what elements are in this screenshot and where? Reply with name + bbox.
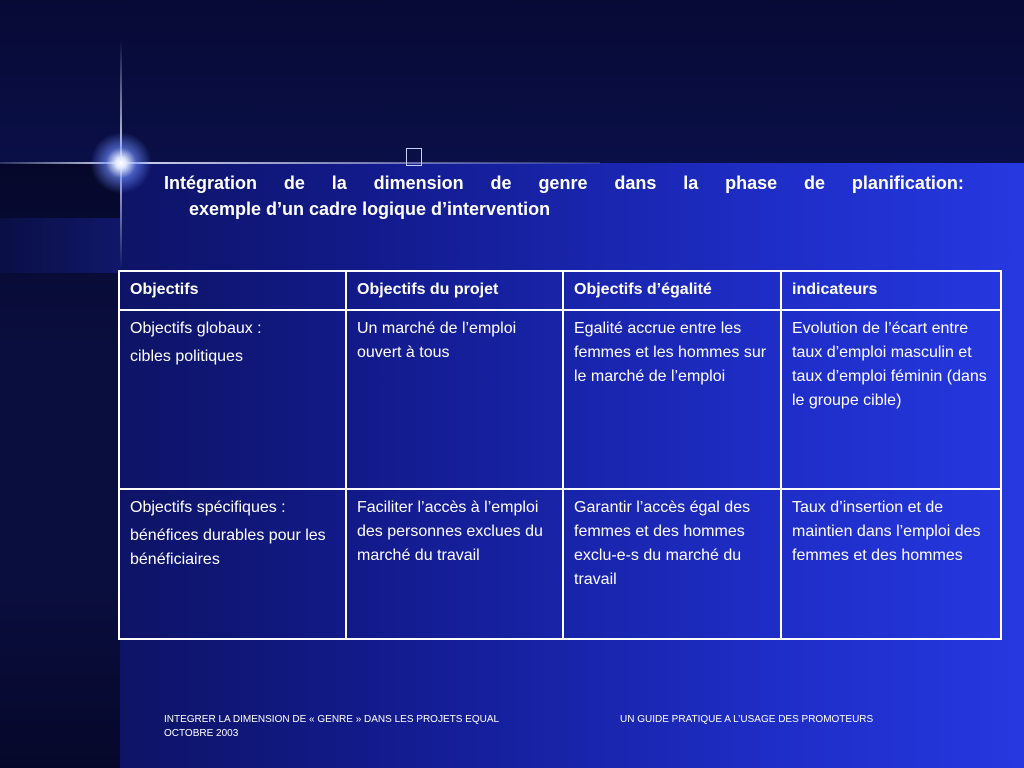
title-word: de	[490, 173, 512, 193]
title-word: de	[283, 173, 305, 193]
footer-left-line1: INTEGRER LA DIMENSION DE « GENRE » DANS LES PROJETS EQUAL	[164, 714, 500, 725]
header-objectifs-egalite: Objectifs d’égalité	[563, 271, 781, 310]
title-word: dans	[614, 173, 657, 193]
table-cell: Evolution de l’écart entre taux d’emploi masculin et taux d’emploi féminin (dans le groupe cible)	[781, 310, 1001, 489]
footer-left-line2: OCTOBRE 2003	[164, 728, 239, 739]
title-word: dimension	[373, 173, 464, 193]
title-word: planification:	[851, 173, 964, 193]
star-glow-icon	[90, 132, 152, 194]
slide-title-line1	[164, 170, 964, 196]
table-cell	[119, 310, 346, 489]
table-cell: Un marché de l’emploi ouvert à tous	[346, 310, 563, 489]
header-objectifs: Objectifs	[119, 271, 346, 310]
cell-text: Objectifs globaux :	[130, 319, 262, 337]
table-cell: Faciliter l’accès à l’emploi des personnes exclues du marché du travail	[346, 489, 563, 639]
cell-text: cibles politiques	[130, 347, 243, 365]
title-word: la	[331, 173, 347, 193]
background-top	[0, 0, 1024, 163]
table-cell: Egalité accrue entre les femmes et les hommes sur le marché de l’emploi	[563, 310, 781, 489]
missing-glyph-icon	[406, 148, 422, 166]
footer-left	[164, 713, 499, 741]
table-row	[119, 489, 1001, 639]
cell-text: bénéfices durables pour les bénéficiaires	[130, 526, 326, 568]
title-word: genre	[538, 173, 588, 193]
footer-right	[620, 713, 873, 727]
slide-title	[164, 170, 964, 222]
cell-text: Objectifs spécifiques :	[130, 498, 286, 516]
slide-title-line2: exemple d’un cadre logique d’intervention	[189, 199, 551, 219]
table-cell: Garantir l’accès égal des femmes et des hommes exclu-e-s du marché du travail	[563, 489, 781, 639]
title-word: la	[683, 173, 699, 193]
table-cell: Taux d’insertion et de maintien dans l’emploi des femmes et des hommes	[781, 489, 1001, 639]
header-indicateurs: indicateurs	[781, 271, 1001, 310]
header-objectifs-projet: Objectifs du projet	[346, 271, 563, 310]
footer-right-line1: UN GUIDE PRATIQUE A L’USAGE DES PROMOTEURS	[620, 714, 874, 725]
title-word: Intégration	[164, 173, 257, 193]
table-header-row	[119, 271, 1001, 310]
table-cell	[119, 489, 346, 639]
table-row	[119, 310, 1001, 489]
title-word: phase	[725, 173, 778, 193]
title-word: de	[804, 173, 826, 193]
logical-framework-table	[118, 270, 1002, 640]
background-left-band	[0, 218, 120, 273]
